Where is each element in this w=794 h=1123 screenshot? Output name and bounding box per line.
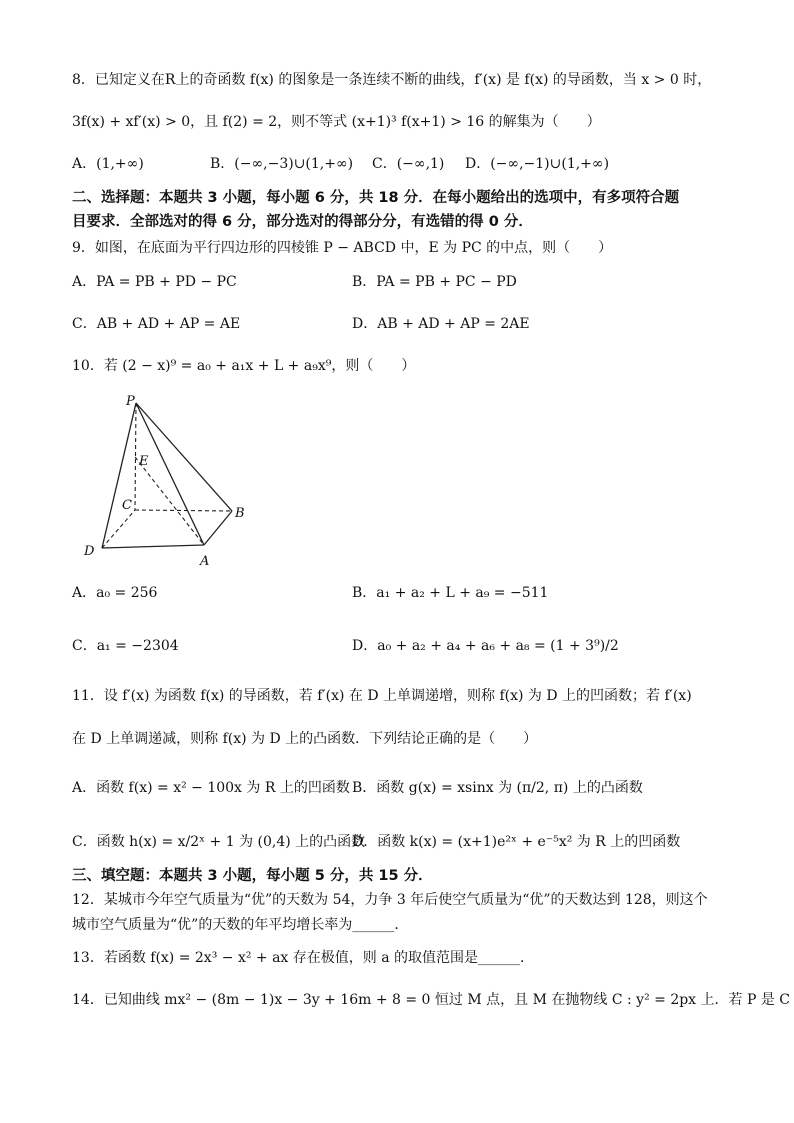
q9-option-c: C．AB + AD + AP = AE: [72, 316, 241, 332]
label-a: A: [200, 554, 210, 569]
q10-option-c: C．a₁ = −2304: [72, 638, 179, 654]
q11-option-d: D．函数 k(x) = (x+1)e²ˣ + e⁻⁵x² 为 R 上的凹函数: [352, 834, 681, 850]
q13-stem: 13．若函数 f(x) = 2x³ − x² + ax 存在极值，则 a 的取值范围是______．: [72, 950, 535, 966]
q12-line2: 城市空气质量为“优”的天数的年平均增长率为______．: [72, 917, 409, 933]
edge-ab: [204, 511, 232, 545]
q8-line2: 3f(x) + xf′(x) > 0，且 f(2) = 2，则不等式 (x+1)³ f(x+1) > 16 的解集为（ ）: [72, 114, 601, 130]
segment-ea: [135, 457, 204, 545]
q11-option-a: A．函数 f(x) = x² − 100x 为 R 上的凹函数: [72, 780, 350, 796]
edge-pb: [136, 403, 232, 511]
label-d: D: [84, 544, 95, 559]
q8-option-d: D．(−∞,−1)∪(1,+∞): [465, 156, 610, 172]
q10-stem: 10．若 (2 − x)⁹ = a₀ + a₁x + L + a₉x⁹，则（ ）: [72, 358, 416, 374]
edge-cb: [135, 510, 232, 511]
q11-line2: 在 D 上单调递减，则称 f(x) 为 D 上的凸函数．下列结论正确的是（ ）: [72, 731, 538, 747]
q8-option-b: B．(−∞,−3)∪(1,+∞): [210, 156, 354, 172]
q10-option-a: A．a₀ = 256: [72, 585, 158, 601]
q8-line1: 8．已知定义在R上的奇函数 f(x) 的图象是一条连续不断的曲线，f′(x) 是 f(x) 的导函数，当 x > 0 时，: [72, 72, 712, 88]
q12-line1: 12．某城市今年空气质量为“优”的天数为 54，力争 3 年后使空气质量为“优”的天数达到 128，则这个: [72, 892, 708, 908]
edge-pc: [135, 403, 136, 510]
edge-pa: [136, 403, 204, 545]
q10-option-b: B．a₁ + a₂ + L + a₉ = −511: [352, 585, 549, 601]
q8-option-a: A．(1,+∞): [72, 156, 144, 172]
label-c: C: [122, 498, 132, 513]
label-p: P: [126, 394, 135, 409]
label-b: B: [235, 506, 245, 521]
q10-option-d: D．a₀ + a₂ + a₄ + a₆ + a₈ = (1 + 3⁹)/2: [352, 638, 619, 654]
edge-da: [102, 545, 204, 548]
q8-option-c: C．(−∞,1): [372, 156, 445, 172]
label-e: E: [139, 454, 149, 469]
q11-option-c: C．函数 h(x) = x/2ˣ + 1 为 (0,4) 上的凸函数: [72, 834, 366, 850]
q9-option-a: A．PA = PB + PD − PC: [72, 274, 237, 290]
section2-line1: 二、选择题：本题共 3 小题，每小题 6 分，共 18 分．在每小题给出的选项中，有多项符合题: [72, 190, 680, 206]
edge-pd: [102, 403, 136, 548]
pyramid-figure: [80, 393, 260, 573]
q11-option-b: B．函数 g(x) = xsinx 为 (π/2, π) 上的凸函数: [352, 780, 643, 796]
q14-stem: 14．已知曲线 mx² − (8m − 1)x − 3y + 16m + 8 = 0 恒过 M 点，且 M 在抛物线 C : y² = 2px 上．若 P 是 C: [72, 992, 791, 1008]
q9-option-d: D．AB + AD + AP = 2AE: [352, 316, 530, 332]
q9-option-b: B．PA = PB + PC − PD: [352, 274, 517, 290]
section2-line2: 目要求．全部选对的得 6 分，部分选对的得部分分，有选错的得 0 分．: [72, 214, 533, 230]
section3-title: 三、填空题：本题共 3 小题，每小题 5 分，共 15 分．: [72, 868, 433, 884]
q9-stem: 9．如图，在底面为平行四边形的四棱锥 P − ABCD 中，E 为 PC 的中点，则（ ）: [72, 240, 613, 256]
q11-line1: 11．设 f′(x) 为函数 f(x) 的导函数，若 f′(x) 在 D 上单调递增，则称 f(x) 为 D 上的凹函数；若 f′(x): [72, 688, 692, 704]
